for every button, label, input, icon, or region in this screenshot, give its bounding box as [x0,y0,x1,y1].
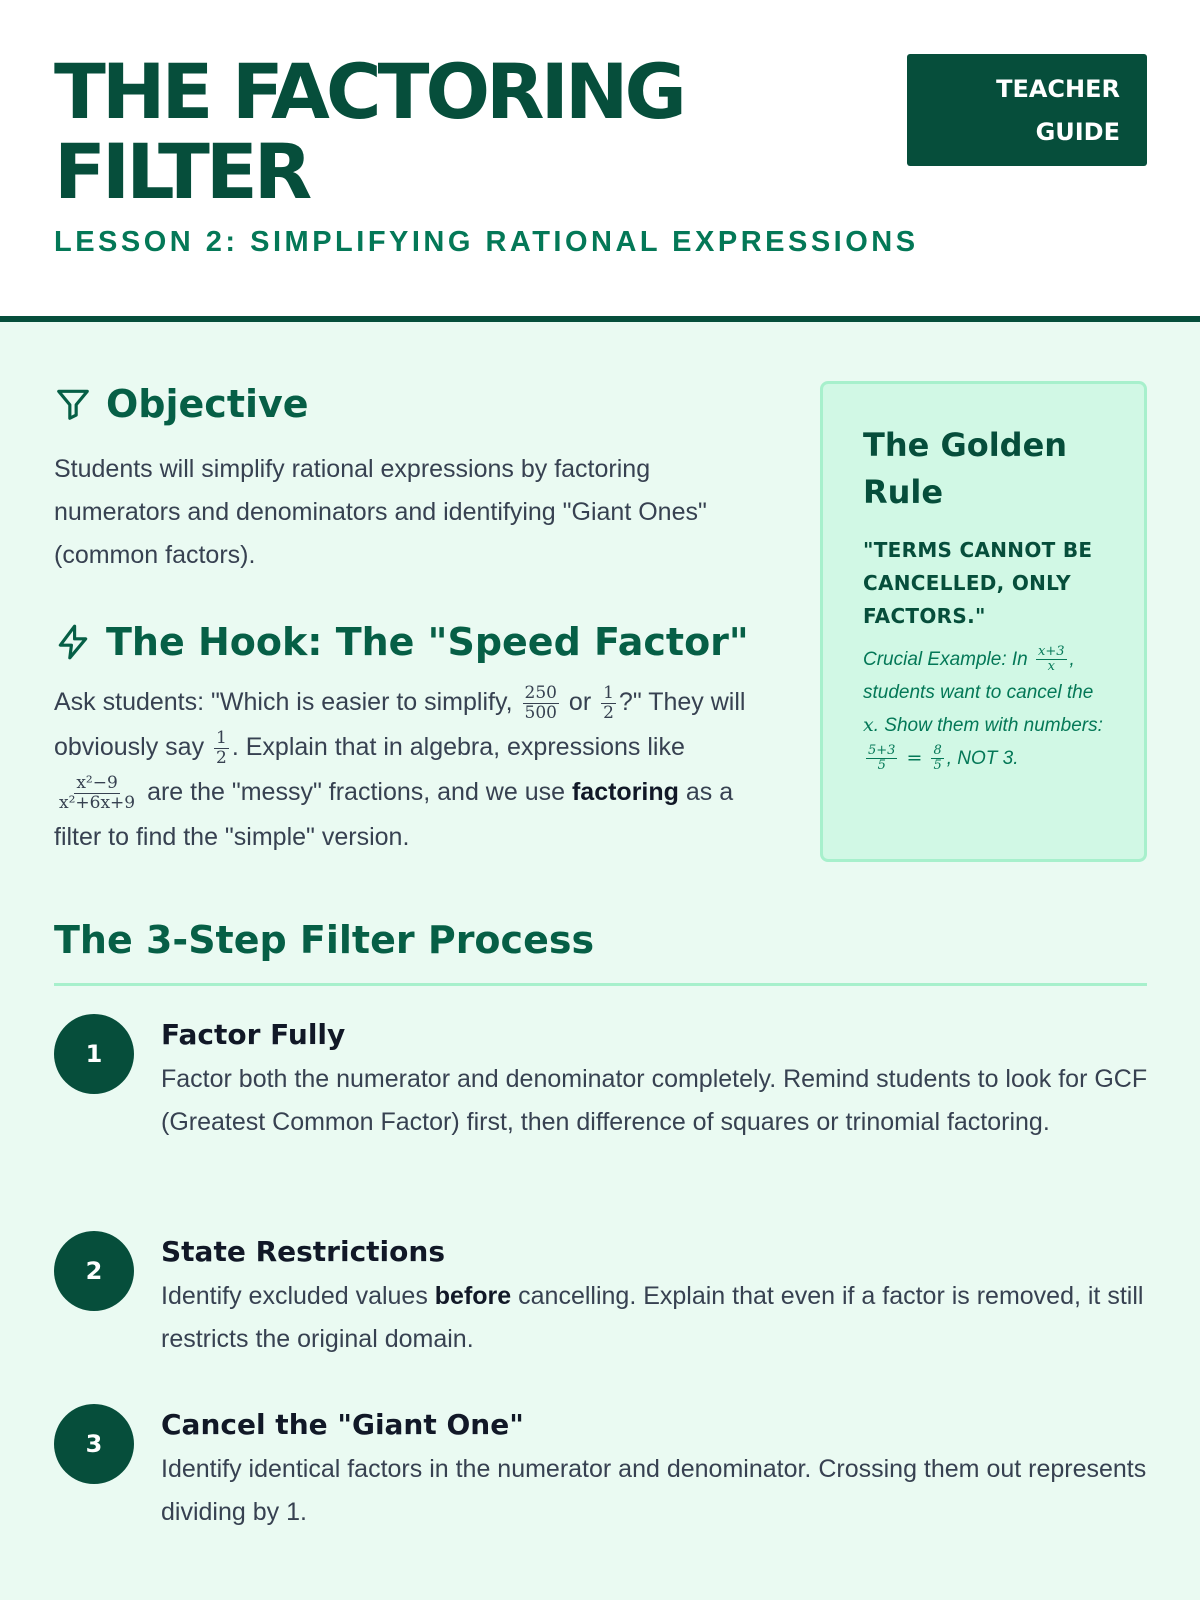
golden-rule-title: The Golden Rule [863,426,1068,511]
hook-text-part: or [561,688,599,716]
fraction [601,684,616,723]
example-text-part: , students want to cancel the [863,649,1094,703]
example-text-part: . Show them with numbers: [873,715,1103,736]
example-text-part: , NOT 3. [946,748,1019,769]
page-title: THE FACTORING FILTER [54,47,683,216]
hook-text-part: Ask students: "Which is easier to simplify, [54,688,520,716]
fraction [931,744,943,773]
fraction-denominator: 5 [933,758,942,774]
hook-text-part: as a filter to find the "simple" version. [54,778,734,851]
objective-heading [54,382,309,426]
fraction-denominator: 500 [524,702,557,723]
fraction-denominator: 2 [603,702,614,723]
fraction-numerator: x²−9 [76,772,118,793]
equals-sign: = [900,747,929,769]
fraction-numerator: 250 [524,682,557,703]
step-description: Factor both the numerator and denominator completely. Remind students to look for GCF (Greatest Common Factor) first, then difference of squares or trinomial factoring. [161,1065,1148,1136]
hook-text-part: ?" They will obviously say [54,688,746,761]
teacher-guide-badge [907,54,1147,166]
fraction-numerator: 8 [933,743,942,759]
fraction-denominator: x [1047,659,1055,675]
fraction [1036,645,1067,674]
step-bold-word: before [434,1282,512,1310]
hook-heading [54,620,749,664]
example-text-part: Crucial Example: In [863,649,1034,670]
step-description: Identify identical factors in the numerator and denominator. Crossing them out represents dividing by 1. [161,1455,1147,1526]
golden-rule-statement: "TERMS CANNOT BE CANCELLED, ONLY FACTORS." [863,538,1093,628]
hook-text [54,680,754,860]
badge-line-1: TEACHER [996,75,1120,103]
process-heading: The 3-Step Filter Process [54,918,595,962]
fraction-numerator: 1 [216,727,227,748]
fraction-denominator: 2 [216,747,227,768]
hook-heading-text: The Hook: The "Speed Factor" [106,620,749,664]
step-title: State Restrictions [161,1235,445,1268]
fraction-numerator: 5+3 [868,743,896,759]
fraction-numerator: x+3 [1038,644,1065,660]
divider [54,983,1147,986]
fraction [866,744,897,773]
objective-heading-text: Objective [106,382,309,426]
fraction-denominator: 5 [877,758,886,774]
step-number-badge: 1 [54,1014,134,1094]
filter-icon [54,385,92,423]
objective-text: Students will simplify rational expressions by factoring numerators and denominators and identifying "Giant Ones" (common factors). [54,455,707,569]
fraction [57,774,137,813]
step-number-badge: 2 [54,1231,134,1311]
step-description [161,1275,1151,1361]
math-variable: x [863,714,874,736]
fraction [214,729,229,768]
step-title: Cancel the "Giant One" [161,1408,524,1441]
step-text-part: cancelling. Explain that even if a factor is removed, it still restricts the original domain. [161,1282,1144,1353]
lightning-icon [54,623,92,661]
page-header [0,0,1200,322]
hook-text-part: . Explain that in algebra, expressions like [231,733,685,761]
step-title: Factor Fully [161,1018,346,1051]
hook-bold-word: factoring [571,778,679,806]
fraction-numerator: 1 [603,682,614,703]
fraction [523,684,559,723]
golden-rule-callout [820,381,1147,862]
hook-text-part: are the "messy" fractions, and we use [140,778,572,806]
step-number-badge: 3 [54,1404,134,1484]
golden-rule-example [863,643,1104,775]
fraction-denominator: x²+6x+9 [59,792,136,813]
lesson-subtitle: LESSON 2: SIMPLIFYING RATIONAL EXPRESSIONS [54,226,919,258]
step-text-part: Identify excluded values [161,1282,435,1310]
badge-line-2: GUIDE [1035,118,1120,146]
